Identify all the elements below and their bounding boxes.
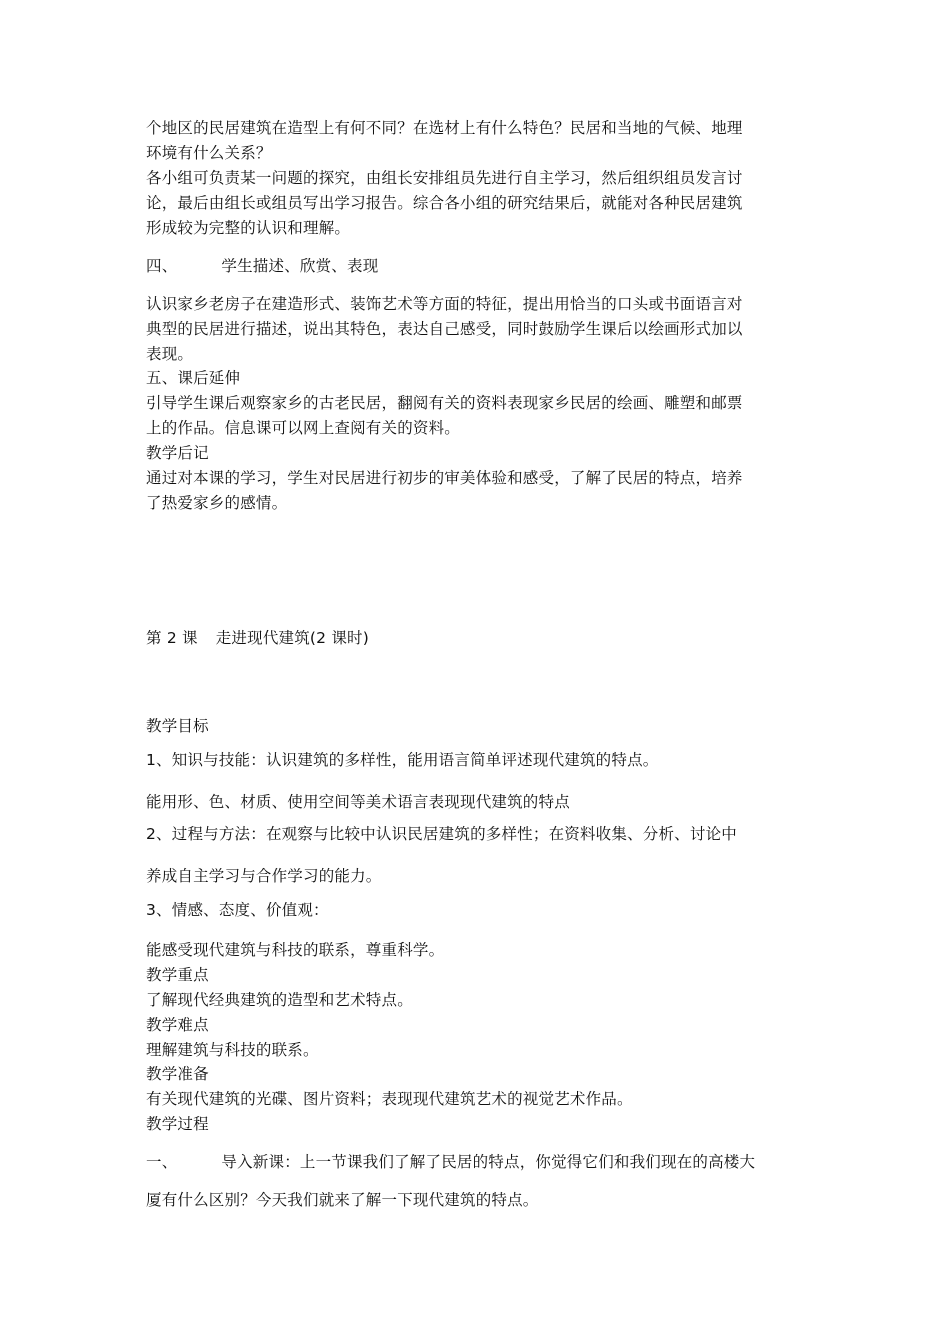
paragraph-line: 环境有什么关系？ (146, 144, 272, 162)
lesson-title (146, 626, 816, 650)
paragraph-line: 厦有什么区别？今天我们就来了解一下现代建筑的特点。 (146, 1191, 539, 1209)
paragraph-line: 上的作品。信息课可以网上查阅有关的资料。 (146, 419, 461, 437)
section-heading: 教学难点 (146, 1016, 209, 1034)
paragraph-line: 引导学生课后观察家乡的古老民居，翻阅有关的资料表现家乡民居的绘画、雕塑和邮票 (146, 394, 743, 412)
paragraph-line: 表现。 (146, 345, 194, 363)
paragraph-line: 通过对本课的学习，学生对民居进行初步的审美体验和感受，了解了民居的特点，培养 (146, 469, 743, 487)
paragraph-line: 了热爱家乡的感情。 (146, 494, 288, 512)
paragraph-line: 各小组可负责某一问题的探究，由组长安排组员先进行自主学习，然后组织组员发言讨 (146, 169, 743, 187)
step-number: 一、 (146, 1153, 178, 1171)
section-heading: 教学重点 (146, 966, 209, 984)
section-heading: 教学准备 (146, 1065, 209, 1083)
paragraph-line: 论，最后由组长或组员写出学习报告。综合各小组的研究结果后，就能对各种民居建筑 (146, 194, 743, 212)
paragraph-line: 典型的民居进行描述，说出其特色，表达自己感受，同时鼓励学生课后以绘画形式加以 (146, 320, 743, 338)
paragraph-line: 认识家乡老房子在建造形式、装饰艺术等方面的特征，提出用恰当的口头或书面语言对 (146, 295, 743, 313)
lesson-number: 第 2 课 (146, 629, 198, 647)
section-title: 学生描述、欣赏、表现 (221, 257, 379, 275)
paragraph-line: 养成自主学习与合作学习的能力。 (146, 867, 382, 885)
paragraph-line: 能用形、色、材质、使用空间等美术语言表现现代建筑的特点 (146, 793, 570, 811)
paragraph-line: 个地区的民居建筑在造型上有何不同？在选材上有什么特色？民居和当地的气候、地理 (146, 119, 743, 137)
section-heading: 教学过程 (146, 1115, 209, 1133)
paragraph-line: 能感受现代建筑与科技的联系，尊重科学。 (146, 941, 445, 959)
paragraph-line: 形成较为完整的认识和理解。 (146, 219, 351, 237)
section-heading: 教学后记 (146, 444, 209, 462)
section-number: 四、 (146, 257, 178, 275)
paragraph-line: 理解建筑与科技的联系。 (146, 1041, 319, 1059)
paragraph-line: 有关现代建筑的光碟、图片资料；表现现代建筑艺术的视觉艺术作品。 (146, 1090, 633, 1108)
lesson-name: 走进现代建筑(2 课时) (215, 629, 370, 647)
section-heading: 教学目标 (146, 717, 209, 735)
paragraph-line: 1、知识与技能：认识建筑的多样性，能用语言简单评述现代建筑的特点。 (146, 751, 659, 769)
section-heading (146, 254, 816, 278)
section-heading: 五、课后延伸 (146, 369, 241, 387)
step-heading (146, 1150, 816, 1174)
paragraph-line: 了解现代经典建筑的造型和艺术特点。 (146, 991, 413, 1009)
paragraph-line: 2、过程与方法：在观察与比较中认识民居建筑的多样性；在资料收集、分析、讨论中 (146, 825, 737, 843)
step-text: 导入新课：上一节课我们了解了民居的特点，你觉得它们和我们现在的高楼大 (221, 1153, 756, 1171)
paragraph-line: 3、情感、态度、价值观： (146, 901, 329, 919)
